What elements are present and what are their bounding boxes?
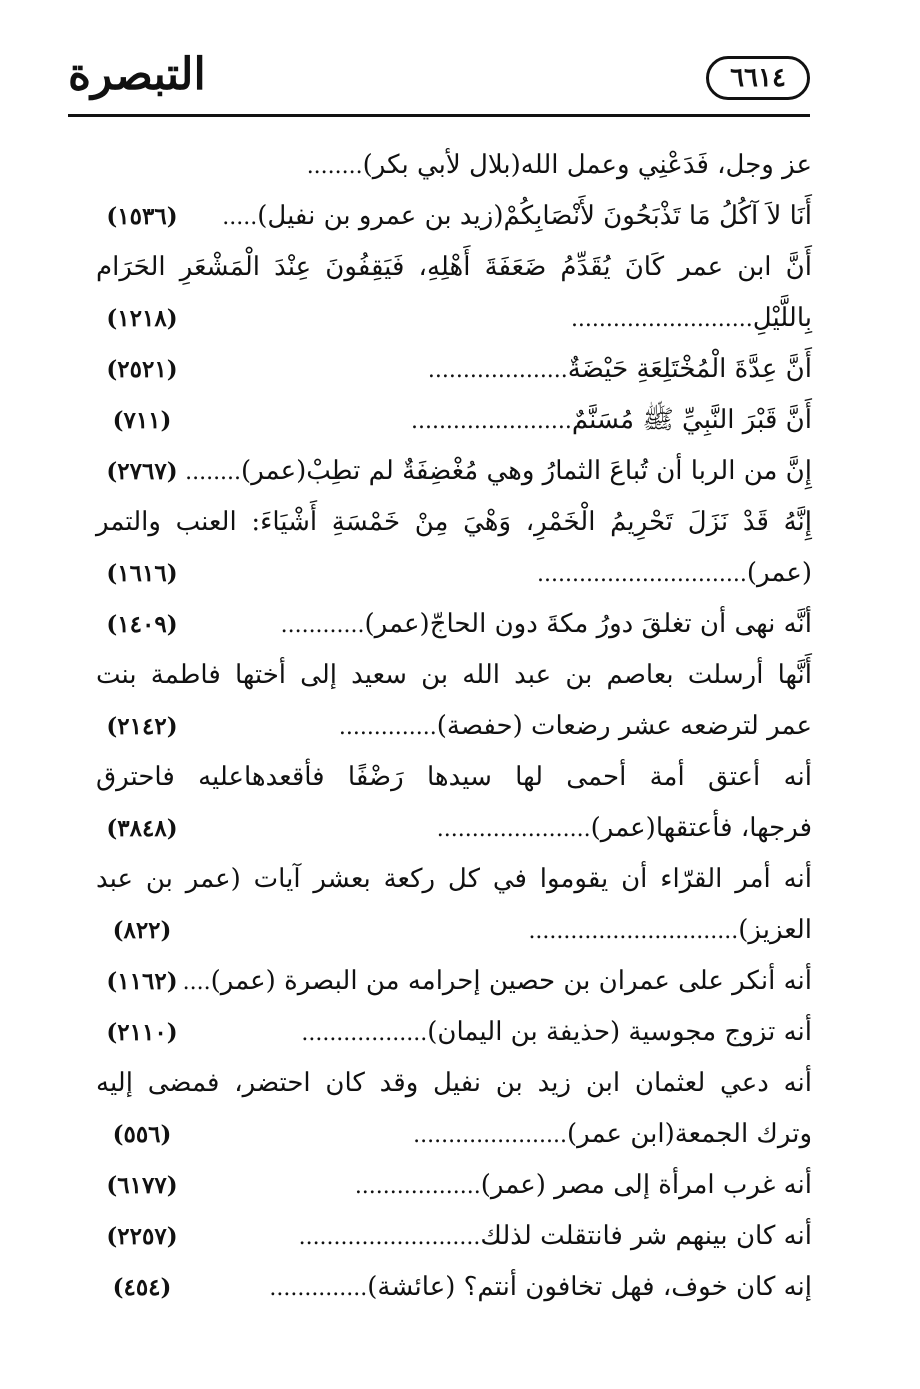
index-entry <box>96 752 812 803</box>
entry-reference-number: (٦١٧٧) <box>106 1172 178 1199</box>
leader-dots: ........ <box>306 154 363 179</box>
page-number-badge <box>706 56 810 100</box>
leader-dots: .......................... <box>570 307 753 332</box>
book-title: التبصرة <box>68 49 206 100</box>
leader-dots: .................. <box>354 1174 481 1199</box>
index-entry <box>96 905 812 956</box>
index-entry <box>96 548 812 599</box>
index-entry <box>96 140 812 191</box>
entry-text: أَنَّ عِدَّةَ الْمُخْتَلِعَةِ حَيْضَةٌ <box>567 354 812 384</box>
entry-text: أنه أعتق أمة أحمى لها سيدها رَضْفًا فأقعدهاعليه فاحترق <box>96 762 812 792</box>
page-number: ٦٦١٤ <box>730 63 786 93</box>
index-entry <box>96 293 812 344</box>
entry-reference-number: (١٥٣٦) <box>106 203 178 230</box>
index-entry <box>96 242 812 293</box>
entry-reference-number: (٢٢٥٧) <box>106 1223 178 1250</box>
leader-dots: .............................. <box>537 562 747 587</box>
leader-dots: .................... <box>427 358 568 383</box>
entry-reference-number: (١١٦٢) <box>106 968 178 995</box>
leader-dots: ........ <box>185 460 242 485</box>
entry-text: أنَّه نهى أن تغلقَ دورُ مكةَ دون الحاجّ(عمر) <box>364 609 812 639</box>
entry-reference-number: (٢١١٠) <box>106 1019 178 1046</box>
entry-text: أنه غرب امرأة إلى مصر (عمر) <box>480 1170 812 1200</box>
entry-text: أنه دعي لعثمان ابن زيد بن نفيل وقد كان احتضر، فمضى إليه <box>96 1068 812 1098</box>
entry-reference-number: (١٤٠٩) <box>106 611 178 638</box>
index-entries <box>96 140 812 1313</box>
leader-dots: ............ <box>280 613 365 638</box>
leader-dots: .................. <box>301 1021 428 1046</box>
entry-text: (عمر) <box>746 558 812 588</box>
index-entry <box>96 803 812 854</box>
index-entry <box>96 599 812 650</box>
index-entry <box>96 1211 812 1262</box>
entry-text: إنه كان خوف، فهل تخافون أنتم؟ (عائشة) <box>367 1272 812 1302</box>
leader-dots: ...................... <box>436 817 591 842</box>
entry-text: فرجها، فأعتقها(عمر) <box>590 813 812 843</box>
entry-text: عز وجل، فَدَعْنِي وعمل الله(بلال لأبي بكر) <box>362 150 812 180</box>
index-entry <box>96 344 812 395</box>
index-entry <box>96 395 812 446</box>
entry-text: أنه أنكر على عمران بن حصين إحرامه من البصرة (عمر) <box>210 966 812 996</box>
entry-text: إِنَّ من الربا أن تُباعَ الثمارُ وهي مُغْضِفَةٌ لم تطِبْ(عمر) <box>241 456 812 486</box>
entry-reference-number: (٢٧٦٧) <box>106 458 178 485</box>
leader-dots: ...................... <box>413 1123 568 1148</box>
header-rule <box>68 114 810 117</box>
leader-dots: ....................... <box>410 409 572 434</box>
entry-text: أنه تزوج مجوسية (حذيفة بن اليمان) <box>427 1017 812 1047</box>
entry-reference-number: (٧١١) <box>112 407 172 434</box>
leader-dots: .............. <box>338 715 437 740</box>
index-entry <box>96 1007 812 1058</box>
index-entry <box>96 701 812 752</box>
entry-text: بِاللَّيْلِ <box>752 303 812 333</box>
leader-dots: .... <box>182 970 211 995</box>
entry-reference-number: (٤٥٤) <box>112 1274 172 1301</box>
index-entry <box>96 1058 812 1109</box>
entry-reference-number: (٣٨٤٨) <box>106 815 178 842</box>
entry-text: وترك الجمعة(ابن عمر) <box>567 1119 812 1149</box>
entry-reference-number: (٨٢٢) <box>112 917 172 944</box>
index-entry <box>96 1109 812 1160</box>
entry-reference-number: (٢٥٢١) <box>106 356 178 383</box>
entry-text: أنه أمر القرّاء أن يقوموا في كل ركعة بعشر آيات (عمر بن عبد <box>96 864 812 894</box>
entry-text: أَنَّها أرسلت بعاصم بن عبد الله بن سعيد إلى أختها فاطمة بنت <box>96 660 812 690</box>
index-entry <box>96 1160 812 1211</box>
page-header <box>68 40 810 118</box>
entry-text: عمر لترضعه عشر رضعات (حفصة) <box>436 711 812 741</box>
index-entry <box>96 497 812 548</box>
entry-text: العزيز) <box>738 915 812 945</box>
entry-text: أنه كان بينهم شر فانتقلت لذلك <box>480 1221 812 1251</box>
entry-reference-number: (٥٥٦) <box>112 1121 172 1148</box>
entry-text: إِنَّهُ قَدْ نَزَلَ تَحْرِيمُ الْخَمْرِ، وَهْيَ مِنْ خَمْسَةِ أَشْيَاءَ: العنب والتمر <box>96 507 812 537</box>
index-entry <box>96 650 812 701</box>
entry-reference-number: (١٦١٦) <box>106 560 178 587</box>
index-entry <box>96 191 812 242</box>
index-entry <box>96 1262 812 1313</box>
index-entry <box>96 854 812 905</box>
entry-text: أَنَا لاَ آكُلُ مَا تَذْبَحُونَ لأَنْصَابِكُمْ(زيد بن عمرو بن نفيل) <box>257 201 812 231</box>
leader-dots: .......................... <box>298 1225 481 1250</box>
entry-reference-number: (١٢١٨) <box>106 305 178 332</box>
index-entry <box>96 956 812 1007</box>
leader-dots: .............. <box>269 1276 368 1301</box>
entry-reference-number: (٢١٤٢) <box>106 713 178 740</box>
entry-text: أَنَّ ابن عمر كَانَ يُقَدِّمُ ضَعَفَةَ أَهْلِهِ، فَيَقِفُونَ عِنْدَ الْمَشْعَرِ الحَرَام <box>96 252 812 282</box>
index-entry <box>96 446 812 497</box>
leader-dots: .............................. <box>528 919 739 944</box>
entry-text: أَنَّ قَبْرَ النَّبِيِّ ﷺ مُسَنَّمٌ <box>571 405 812 435</box>
leader-dots: ..... <box>222 205 258 230</box>
